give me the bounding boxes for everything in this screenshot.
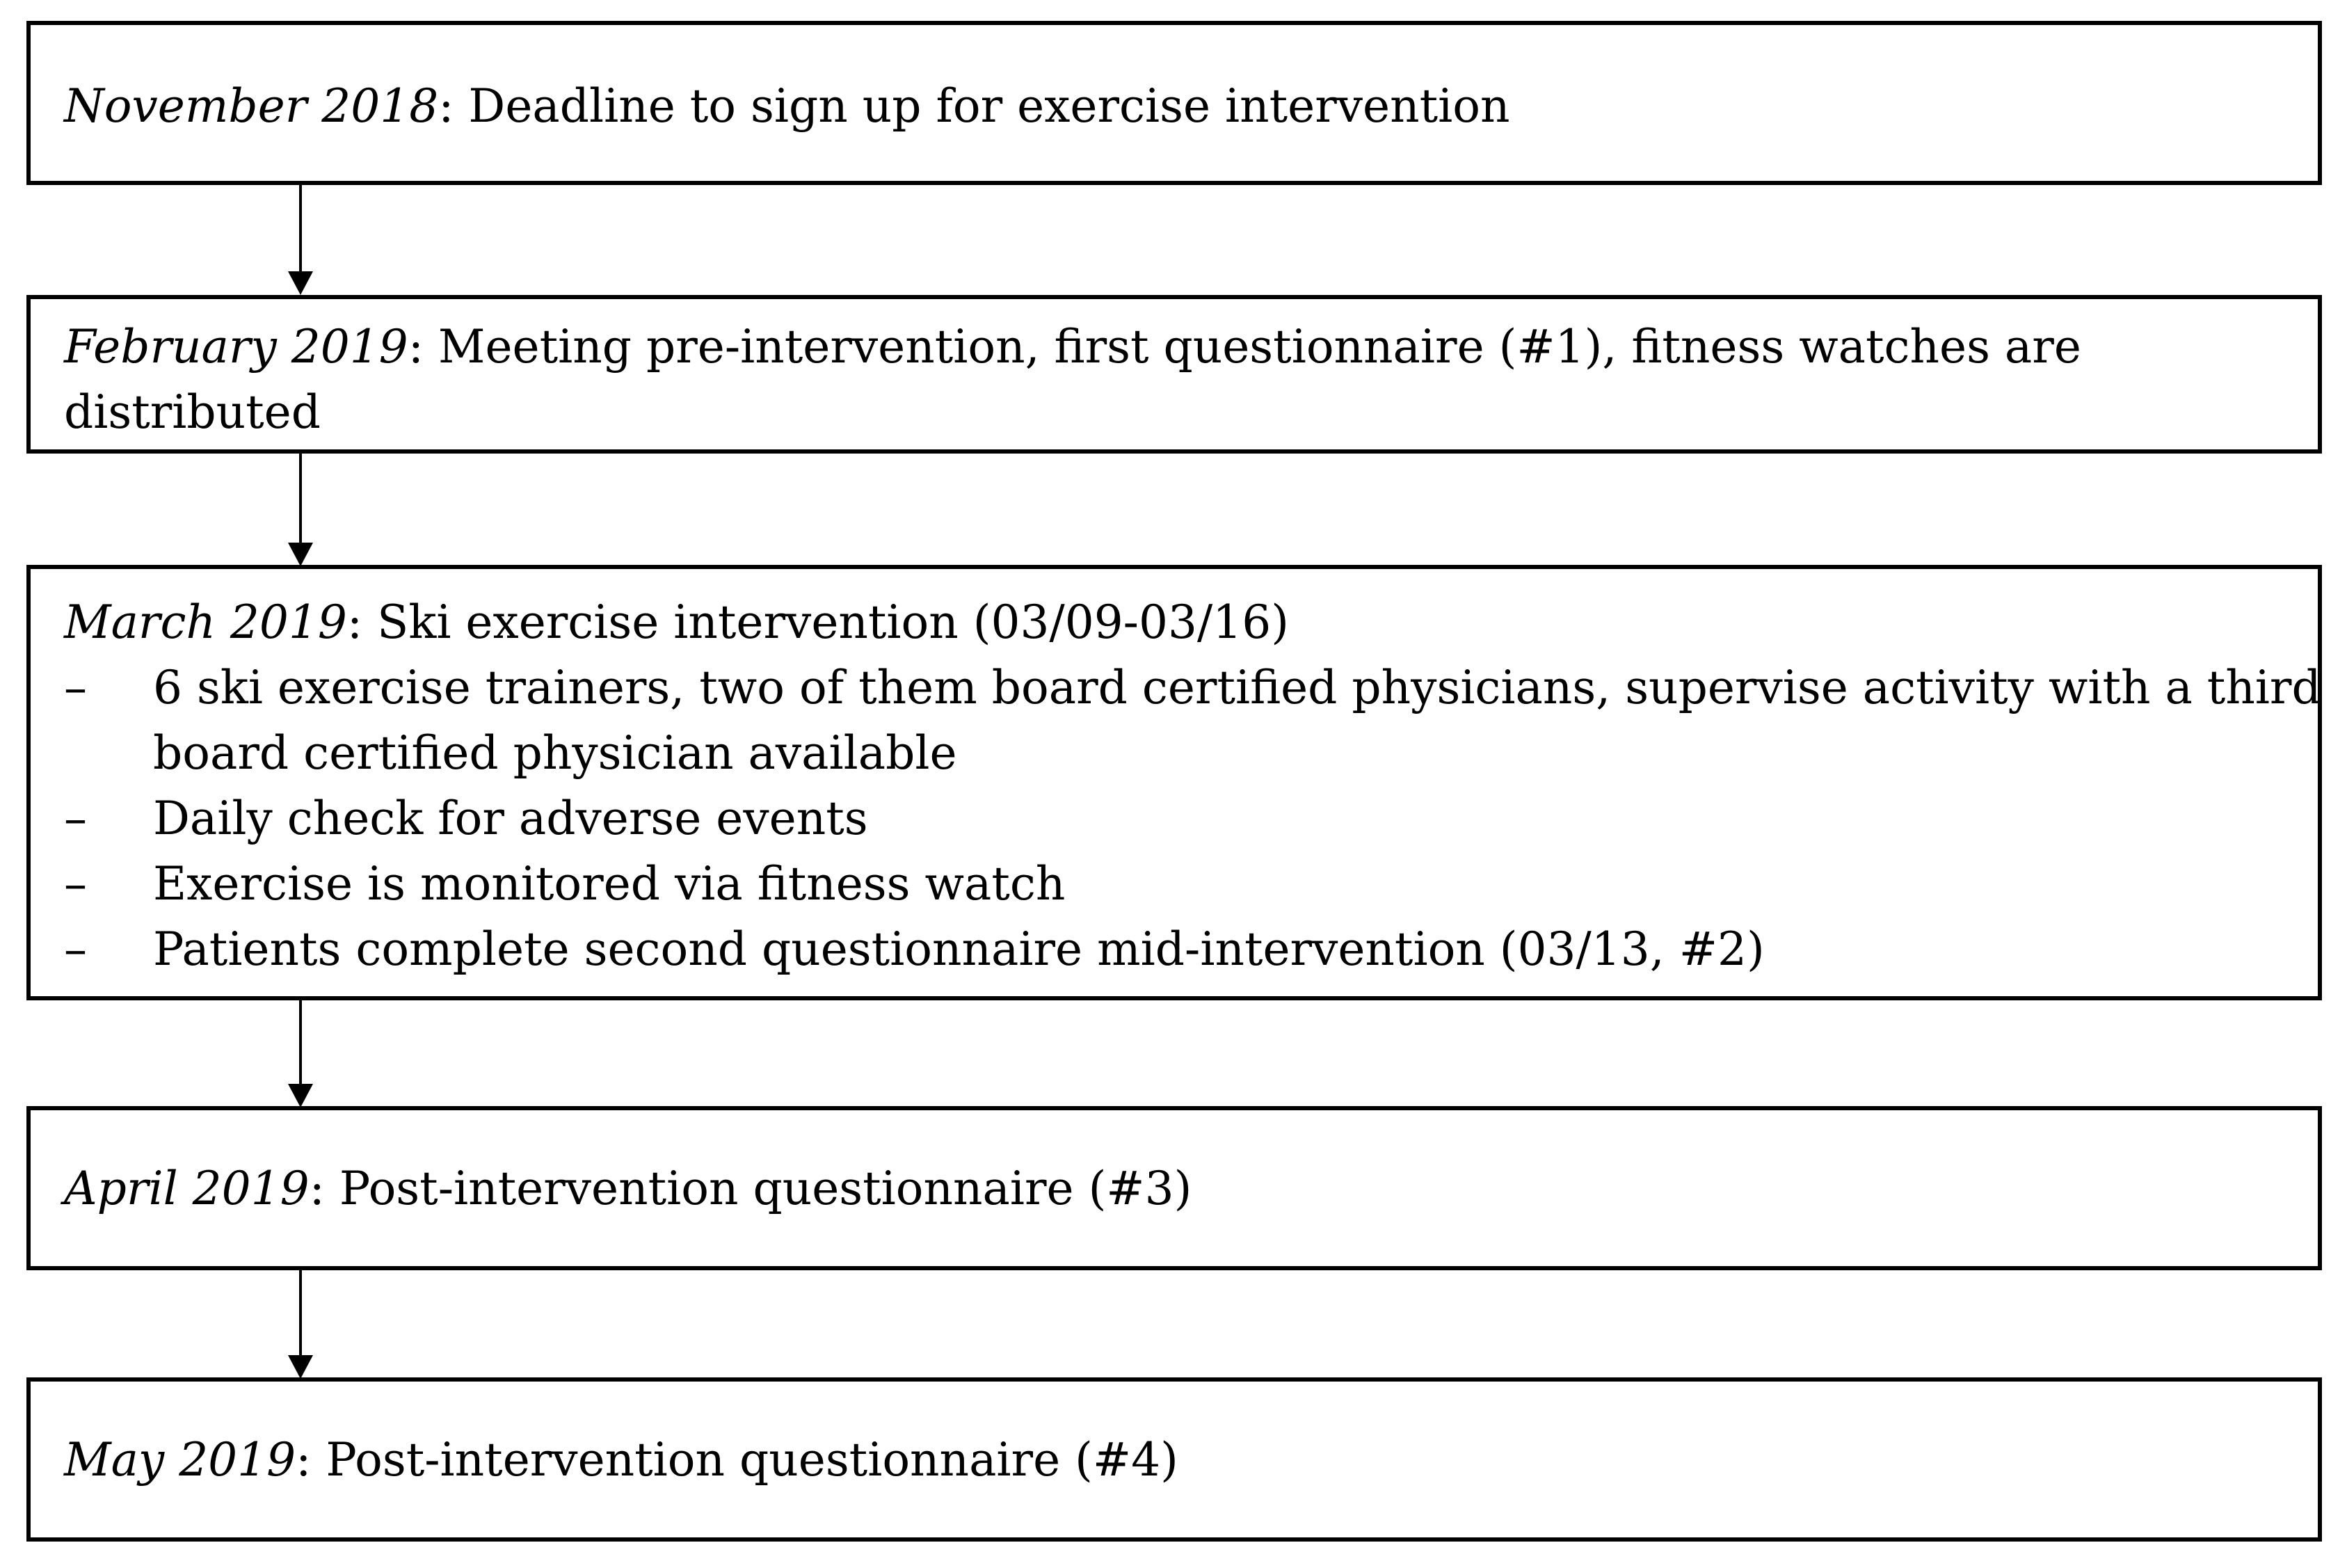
timeline-box-november-2018	[26, 21, 2322, 185]
connector-line	[299, 1000, 302, 1085]
step-date: February 2019	[64, 320, 408, 374]
timeline-box-may-2019	[26, 1377, 2322, 1542]
arrow-down-icon	[288, 271, 313, 295]
step-date: May 2019	[64, 1433, 296, 1487]
bullet-item	[64, 851, 2290, 917]
bullet-dash: –	[64, 922, 87, 976]
bullet-text: 6 ski exercise trainers, two of them board certified physicians, supervise activity with a third	[153, 661, 2321, 714]
bullet-item	[64, 917, 2290, 982]
bullet-text: Patients complete second questionnaire mid-intervention (03/13, #2)	[153, 922, 1765, 976]
step-line	[64, 74, 2290, 139]
arrow-down-icon	[288, 1084, 313, 1107]
step-text: : Deadline to sign up for exercise intervention	[438, 79, 1510, 133]
timeline-box-february-2019	[26, 295, 2322, 454]
bullet-text-continued: board certified physician available	[153, 726, 957, 780]
step-line-continued	[64, 380, 2290, 445]
timeline-box-march-2019	[26, 565, 2322, 1000]
step-line	[64, 314, 2290, 380]
step-text: : Ski exercise intervention (03/09-03/16)	[346, 595, 1289, 649]
bullet-item	[64, 655, 2321, 786]
connector-line	[299, 1270, 302, 1357]
step-line	[64, 1156, 2290, 1222]
step-text-continued: distributed	[64, 385, 321, 439]
step-date: November 2018	[64, 79, 439, 133]
step-text: : Post-intervention questionnaire (#3)	[309, 1162, 1192, 1215]
connector-line	[299, 454, 302, 544]
step-date: April 2019	[64, 1162, 310, 1215]
step-date: March 2019	[64, 595, 347, 649]
bullet-dash: –	[64, 857, 87, 911]
step-line	[64, 590, 2290, 655]
connector-line	[299, 185, 302, 273]
bullet-item	[64, 786, 2290, 851]
bullet-text: Daily check for adverse events	[153, 792, 868, 845]
timeline-box-april-2019	[26, 1106, 2322, 1270]
step-line	[64, 1427, 2290, 1493]
bullet-dash: –	[64, 792, 87, 845]
step-text: : Meeting pre-intervention, first questionnaire (#1), fitness watches are	[408, 320, 2081, 374]
arrow-down-icon	[288, 1355, 313, 1379]
arrow-down-icon	[288, 543, 313, 566]
step-text: : Post-intervention questionnaire (#4)	[296, 1433, 1178, 1487]
bullet-dash: –	[64, 661, 87, 714]
bullet-text: Exercise is monitored via fitness watch	[153, 857, 1066, 911]
